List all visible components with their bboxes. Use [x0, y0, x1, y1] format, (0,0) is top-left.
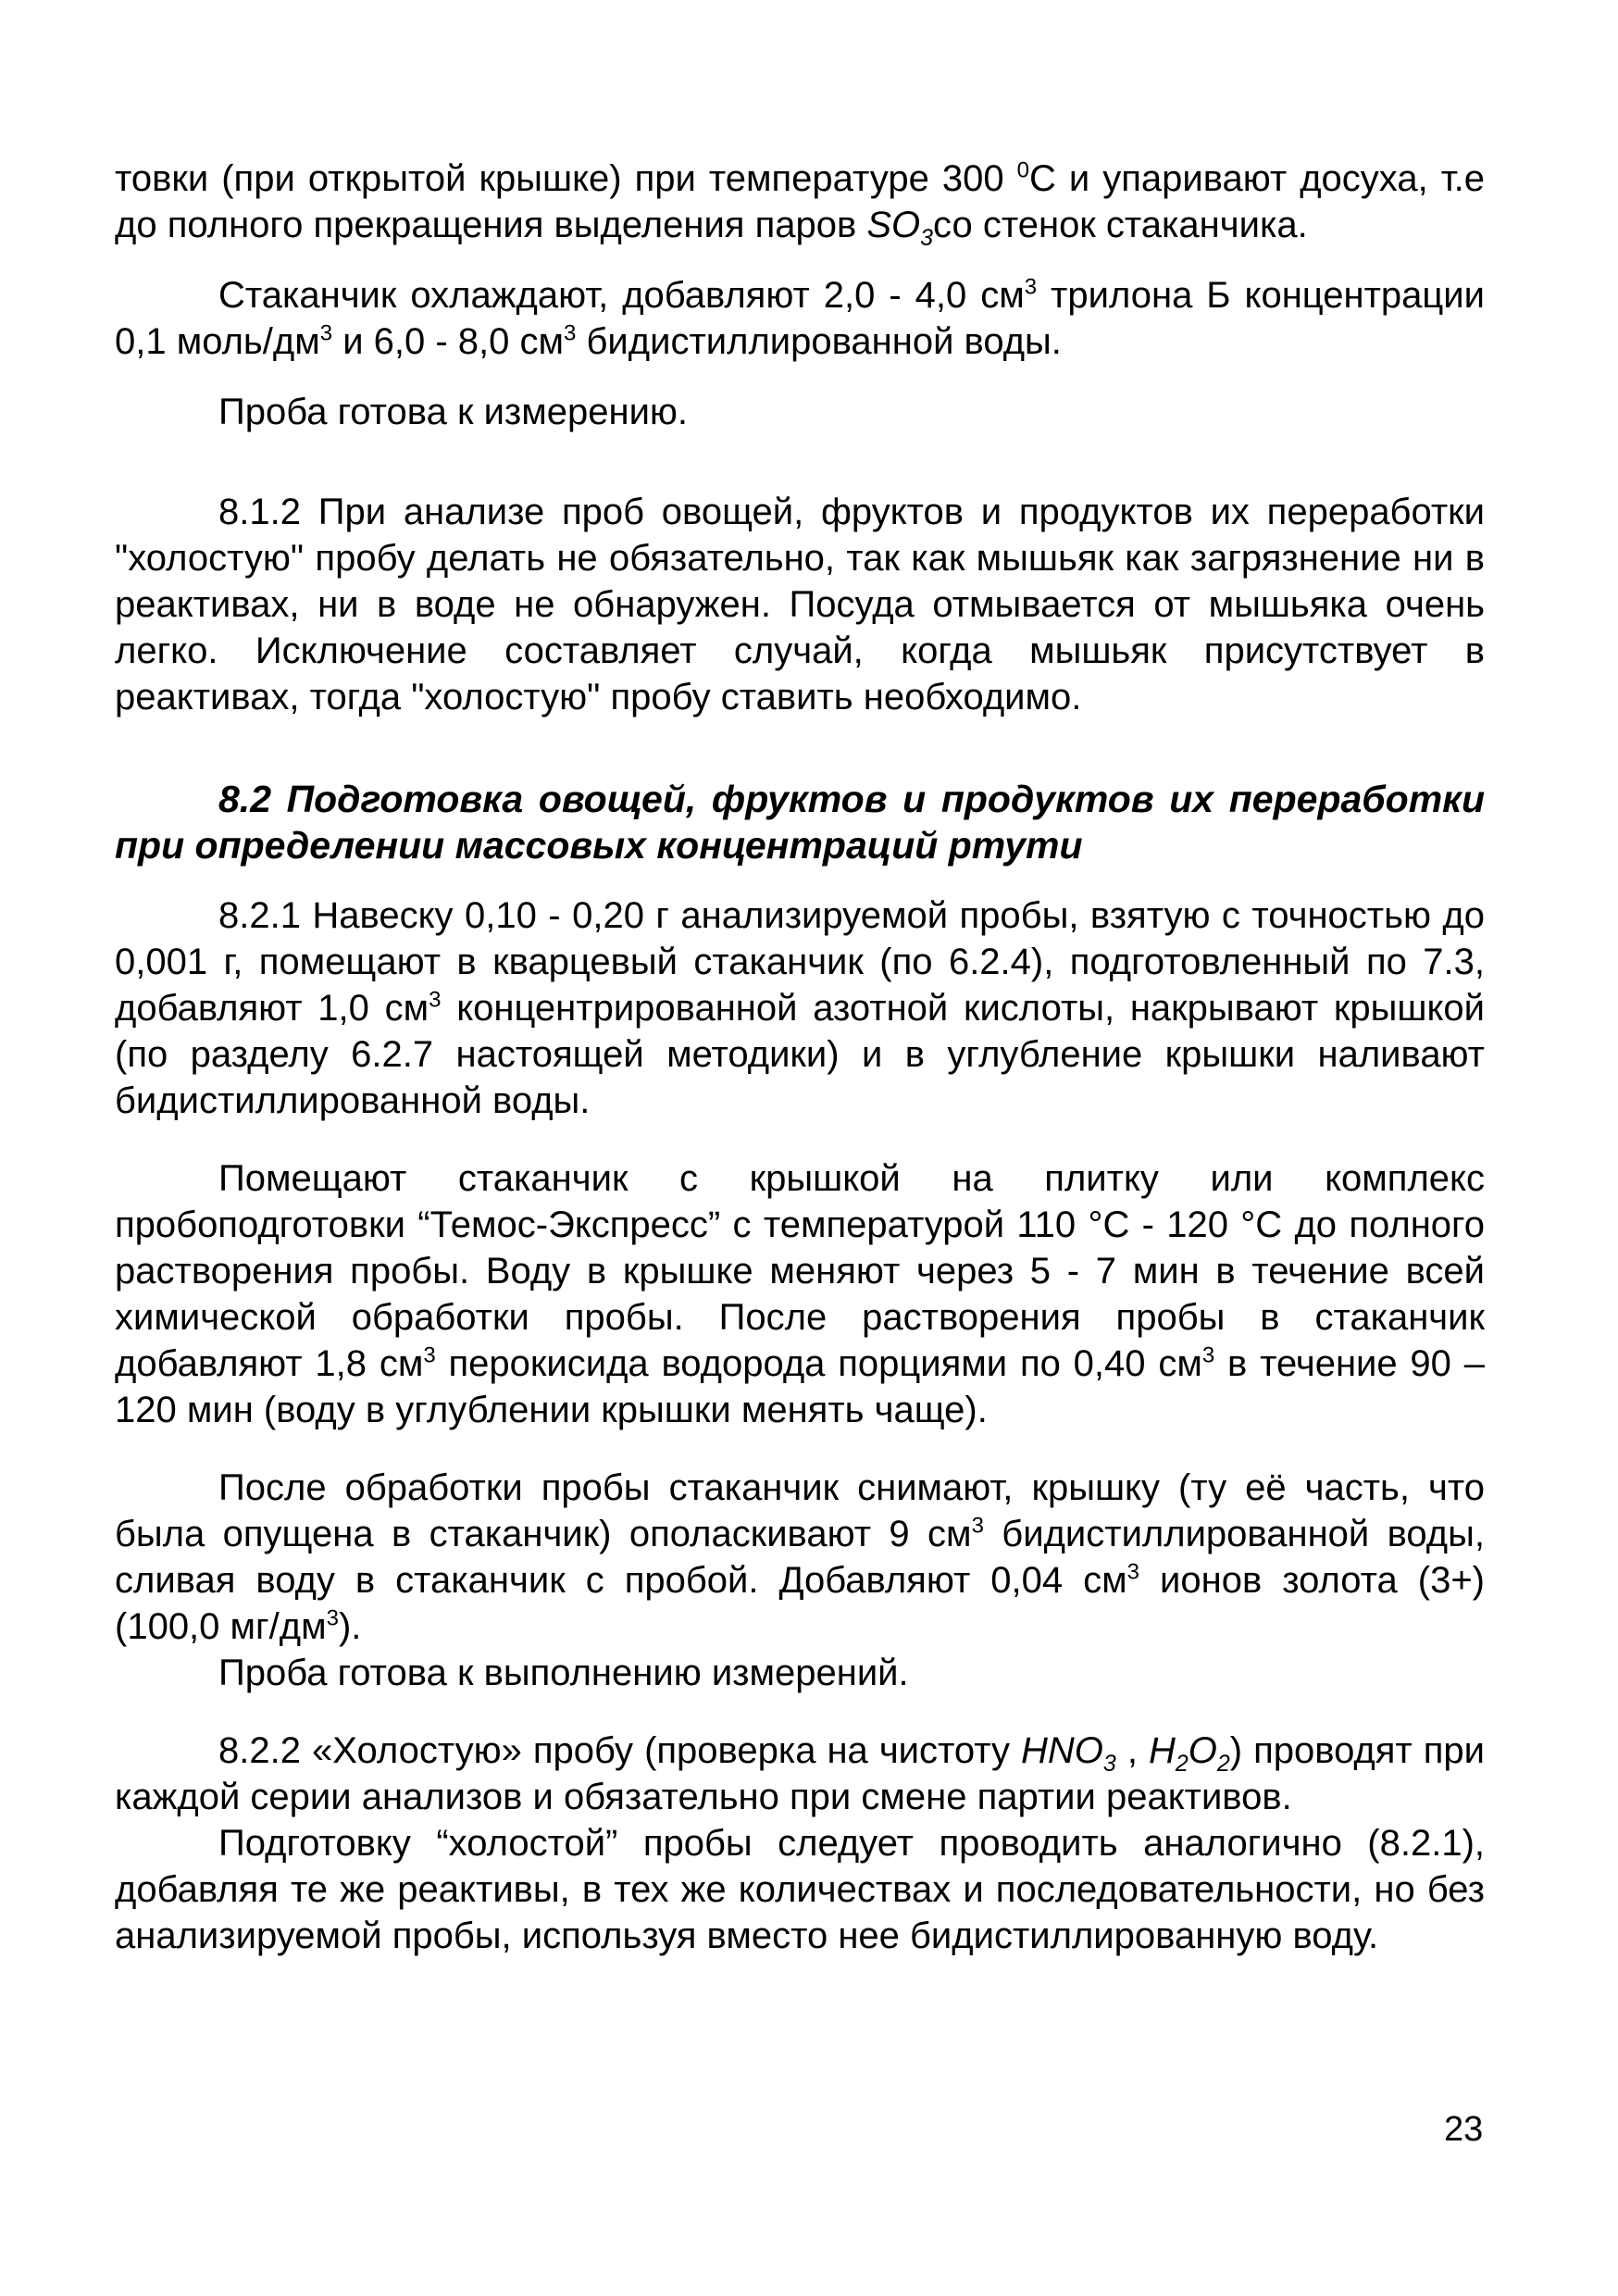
- paragraph-8-2-2: 8.2.2 «Холостую» пробу (проверка на чистоту $HNO_3$ , $H_2O_2$) проводят при каждой серии анализов и обязательно при смене партии реактивов.: [115, 1730, 1486, 1817]
- paragraph-sample-ready: Проба готова к измерению.: [218, 392, 689, 432]
- paragraph-cooling: Стаканчик охлаждают, добавляют 2,0 - 4,0 $см^3$ трилона Б концентрации 0,1 моль/$дм^3$ и 6,0 - 8,0 $см^3$ бидистиллированной воды.: [115, 274, 1485, 362]
- paragraph-8-2-1: 8.2.1 Навеску 0,10 - 0,20 г анализируемой пробы, взятую с точностью до 0,001 г, помещают в кварцевый стаканчик (по 6.2.4), подготовленный по 7.3, добавляют 1,0 $см^3$ концентрированной азотной кислоты, накрывают крышкой (по разделу 6.2.7 настоящей методики) и в углубление крышки наливают бидистиллированной воды.: [115, 895, 1485, 1121]
- document-page: [115, 156, 1485, 1959]
- paragraph-ready-measure: Проба готова к выполнению измерений.: [218, 1653, 909, 1693]
- paragraph-heating: Помещают стаканчик с крышкой на плитку или комплекс пробоподготовки “Темос-Экспресс” с температурой 110 °С - 120 °С до полного растворения пробы. Воду в крышке меняют через 5 - 7 мин в течение всей химической обработки пробы. После растворения пробы в стаканчик добавляют 1,8 $см^3$ перокисида водорода порциями по 0,40 $см^3$ в течение 90 – 120 мин (воду в углублении крышки менять чаще).: [115, 1158, 1485, 1430]
- page-number: 23: [1444, 2110, 1484, 2149]
- paragraph-continuation: товки (при открытой крышке) при температуре 300 $^0$С и упаривают досуха, т.е до полного прекращения выделения паров $SO_3со$ стенок стаканчика.: [115, 157, 1485, 251]
- paragraph-blank-preparation: Подготовку “холостой” пробы следует проводить аналогично (8.2.1), добавляя те же реактивы, в тех же количествах и последовательности, но без анализируемой пробы, используя вместо нее бидистиллированную воду.: [115, 1823, 1485, 1956]
- section-heading-8-2: 8.2 Подготовка овощей, фруктов и продуктов их переработки при определении массовых концентраций ртути: [115, 778, 1485, 867]
- paragraph-after-treatment: После обработки пробы стаканчик снимают, крышку (ту её часть, что была опущена в стаканчик) ополаскивают 9 $см^3$ бидистиллированной воды, сливая воду в стаканчик с пробой. Добавляют 0,04 $см^3$ ионов золота (3+) (100,0 $мг/дм^3$).: [115, 1467, 1486, 1647]
- paragraph-8-1-2: 8.1.2 При анализе проб овощей, фруктов и продуктов их переработки "холостую" пробу делать не обязательно, так как мышьяк как загрязнение ни в реактивах, ни в воде не обнаружен. Посуда отмывается от мышьяка очень легко. Исключение составляет случай, когда мышьяк присутствует в реактивах, тогда "холостую" пробу ставить необходимо.: [115, 492, 1485, 718]
